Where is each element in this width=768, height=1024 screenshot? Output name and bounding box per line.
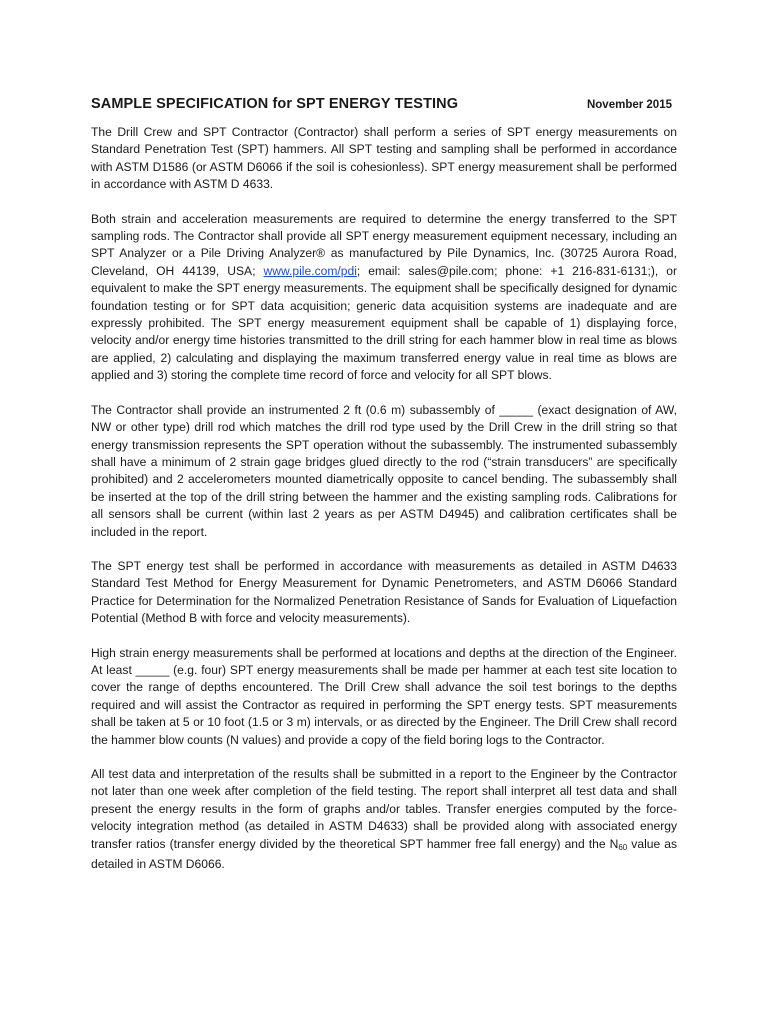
paragraph-5: High strain energy measurements shall be performed at locations and depths at the direction of the Engineer. At least _____ (e.g. four) SPT energy measurements shall be made per hammer at each test site location to cover the range of depths encountered. The Drill Crew shall advance the soil test borings to the depths required and will assist the Contractor as required in performing the SPT energy tests. SPT measurements shall be taken at 5 or 10 foot (1.5 or 3 m) intervals, or as directed by the Engineer. The Drill Crew shall record the hammer blow counts (N values) and provide a copy of the field boring logs to the Contractor.: [91, 645, 677, 747]
paragraph-4: The SPT energy test shall be performed in accordance with measurements as detailed in ASTM D4633 Standard Test Method for Energy Measurement for Dynamic Penetrometers, and ASTM D6066 Standard Practice for Determination for the Normalized Penetration Resistance of Sands for Evaluation of Liquefaction Potential (Method B with force and velocity measurements).: [91, 558, 677, 626]
paragraph-6: [91, 766, 677, 873]
paragraph-6-text-a: All test data and interpretation of the results shall be submitted in a report to the Engineer by the Contractor not later than one week after completion of the field testing. The report shall interpret all test data and shall present the energy results in the form of graphs and/or tables. Transfer energies computed by the force-velocity integration method (as detailed in ASTM D4633) shall be provided along with associated energy transfer ratios (transfer energy divided by the theoretical SPT hammer free fall energy) and the N: [91, 767, 677, 851]
paragraph-2-text-a: Both strain and acceleration measurements are required to determine the energy transferred to the SPT sampling rods. The Contractor shall provide all SPT energy measurement equipment necessary, including an SPT Analyzer or a Pile Driving Analyzer® as manufactured by Pile Dynamics, Inc. (30725 Aurora Road, Cleveland, OH 44139, USA;: [91, 211, 677, 278]
paragraph-2-text-b: ; email: sales@pile.com; phone: +1 216-831-6131;), or equivalent to make the SPT energy measurements. The equipment shall be specifically designed for dynamic foundation testing or for SPT data acquisition; generic data acquisition systems are inadequate and are expressly prohibited. The SPT energy measurement equipment shall be capable of 1) displaying force, velocity and/or energy time histories transmitted to the drill string for each hammer blow in real time as blows are applied, 2) calculating and displaying the maximum transferred energy value in real time as blows are applied and 3) storing the complete time record of force and velocity for all SPT blows.: [91, 263, 677, 383]
n60-subscript: 60: [618, 842, 628, 852]
document-title: SAMPLE SPECIFICATION for SPT ENERGY TESTING: [91, 96, 459, 112]
paragraph-1: The Drill Crew and SPT Contractor (Contractor) shall perform a series of SPT energy measurements on Standard Penetration Test (SPT) hammers. All SPT testing and sampling shall be performed in accordance with ASTM D1586 (or ASTM D6066 if the soil is cohesionless). SPT energy measurement shall be performed in accordance with ASTM D 4633.: [91, 125, 677, 192]
pile-website-link[interactable]: www.pile.com/pdi: [263, 263, 357, 278]
document-date: November 2015: [586, 99, 672, 111]
paragraph-2: [91, 211, 677, 385]
paragraph-6-text-b: value as detailed in ASTM D6066.: [91, 836, 678, 872]
paragraph-3: The Contractor shall provide an instrumented 2 ft (0.6 m) subassembly of _____ (exact designation of AW, NW or other type) drill rod which matches the drill rod type used by the Drill Crew in the drill string so that energy transmission represents the SPT operation without the subassembly. The instrumented subassembly shall have a minimum of 2 strain gage bridges glued directly to the rod (“strain transducers” are specifically prohibited) and 2 accelerometers mounted diametrically opposite to cancel bending. The subassembly shall be inserted at the top of the drill string between the hammer and the existing sampling rods. Calibrations for all sensors shall be current (within last 2 years as per ASTM D4945) and calibration certificates shall be included in the report.: [91, 402, 677, 539]
document-header: [91, 96, 677, 112]
